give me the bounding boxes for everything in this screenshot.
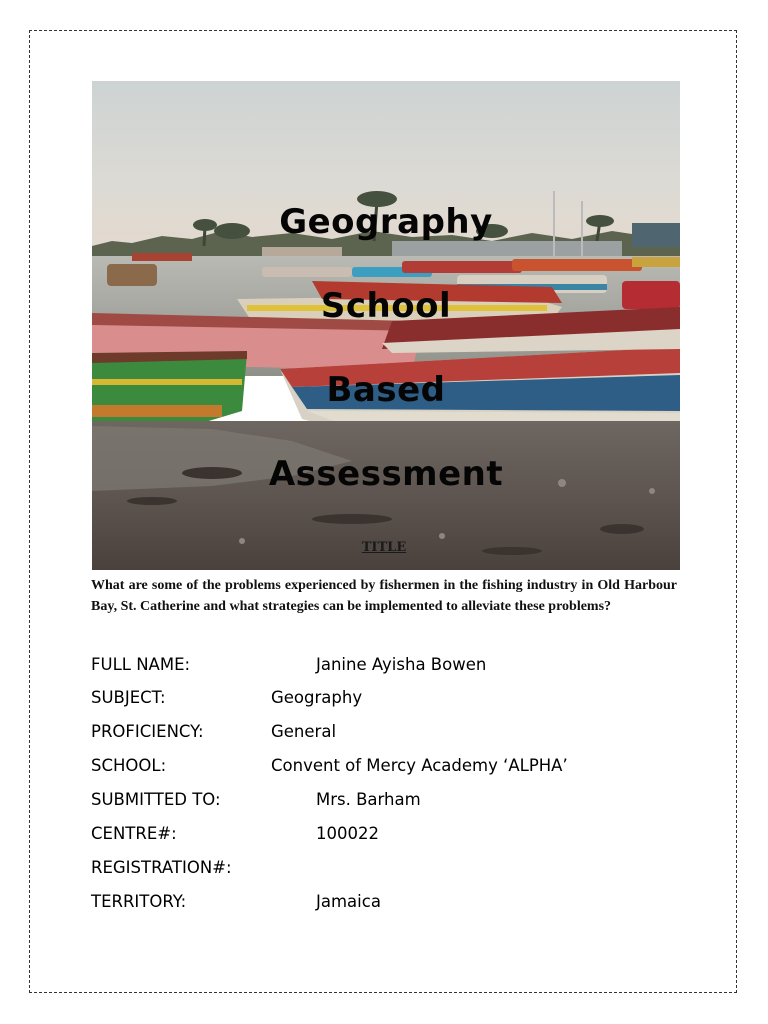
detail-value: Convent of Mercy Academy ‘ALPHA’ xyxy=(271,756,568,775)
detail-label: REGISTRATION#: xyxy=(91,858,232,877)
cover-title-line-4: Assessment xyxy=(268,454,504,494)
detail-label: TERRITORY: xyxy=(91,892,187,911)
detail-label: CENTRE#: xyxy=(91,824,177,843)
detail-value: General xyxy=(271,722,337,741)
detail-value: 100022 xyxy=(316,824,379,843)
detail-label: FULL NAME: xyxy=(91,655,191,674)
research-question: What are some of the problems experienced by fishermen in the fishing industry in Old Harbour Bay, St. Catherine and what strategies can be implemented to alleviate these problems? xyxy=(91,578,677,614)
cover-title-line-3: Based xyxy=(326,370,446,410)
detail-value: Mrs. Barham xyxy=(316,790,421,809)
detail-value: Geography xyxy=(271,688,363,707)
detail-label: SUBJECT: xyxy=(91,688,166,707)
detail-label: SCHOOL: xyxy=(91,756,167,775)
title-label: TITLE xyxy=(361,540,407,555)
detail-value: Jamaica xyxy=(316,892,381,911)
cover-title-line-2: School xyxy=(320,286,452,326)
detail-label: PROFICIENCY: xyxy=(91,722,204,741)
cover-title-line-1: Geography xyxy=(279,202,493,242)
detail-label: SUBMITTED TO: xyxy=(91,790,221,809)
detail-value: Janine Ayisha Bowen xyxy=(316,655,487,674)
